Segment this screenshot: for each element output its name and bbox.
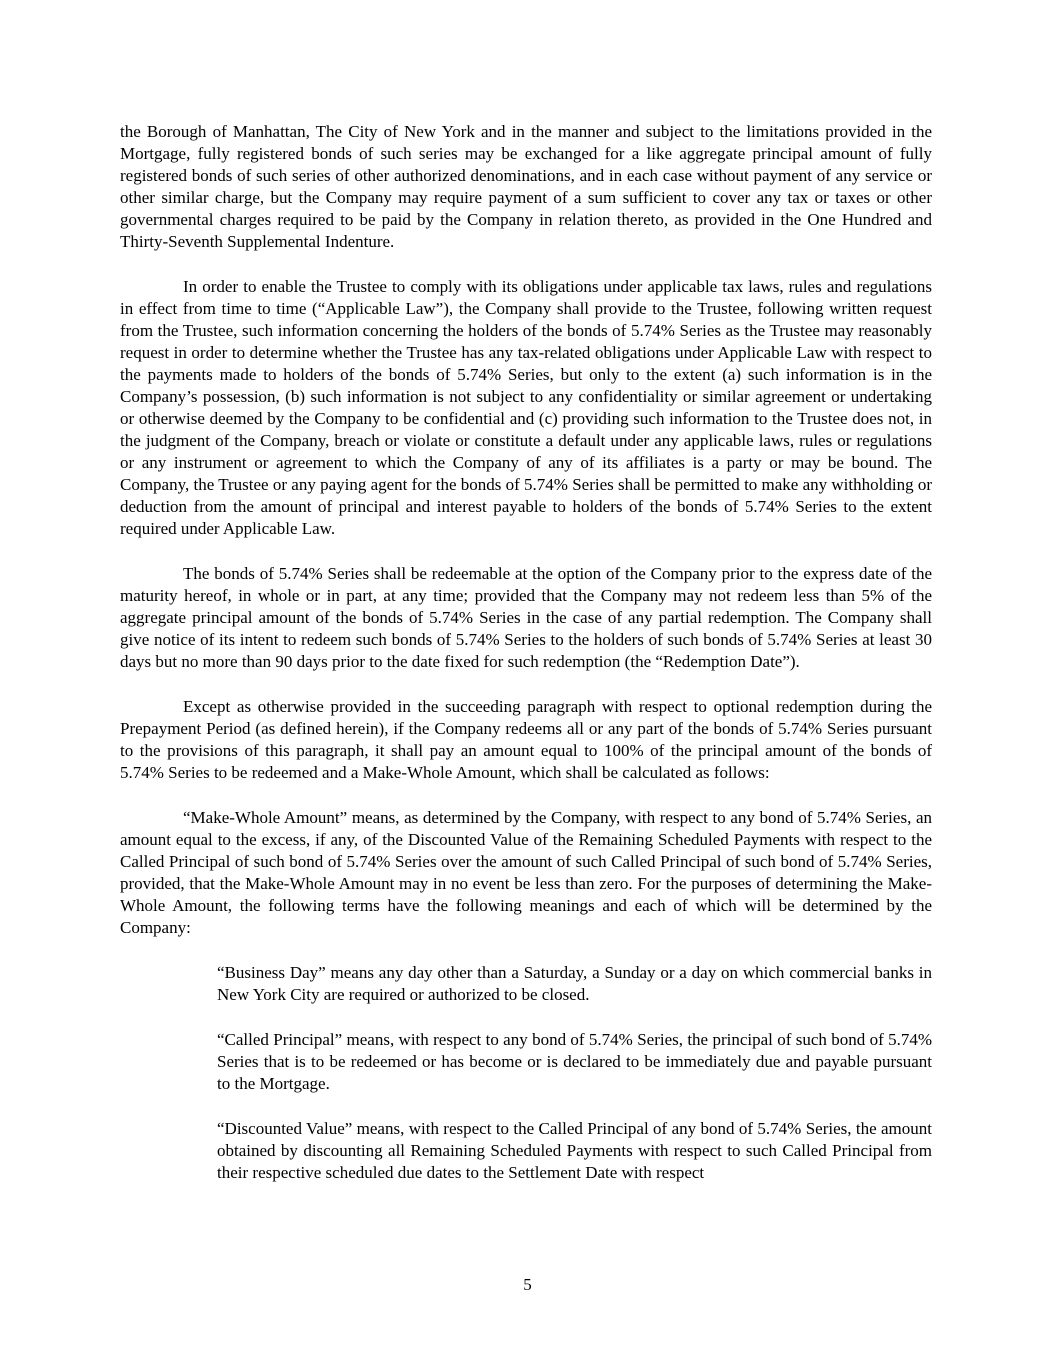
definition-business-day: “Business Day” means any day other than a Saturday, a Sunday or a day on which commercial banks in New York City are required or authorized to be closed. <box>217 963 932 1004</box>
definition-discounted-value: “Discounted Value” means, with respect to the Called Principal of any bond of 5.74% Series, the amount obtained by discounting all Remaining Scheduled Payments with respect to such Called Principal from their respective scheduled due dates to the Settlement Date with respect <box>217 1119 932 1182</box>
document-body <box>120 121 932 1184</box>
paragraph-make-whole-amount: “Make-Whole Amount” means, as determined by the Company, with respect to any bond of 5.74% Series, an amount equal to the excess, if any, of the Discounted Value of the Remaining Scheduled Payments with respect to the Called Principal of such bond of 5.74% Series over the amount of such Called Principal of such bond of 5.74% Series, provided, that the Make-Whole Amount may in no event be less than zero. For the purposes of determining the Make-Whole Amount, the following terms have the following meanings and each of which will be determined by the Company: <box>120 808 932 937</box>
paragraph-trustee-tax-obligations: In order to enable the Trustee to comply with its obligations under applicable tax laws, rules and regulations in effect from time to time (“Applicable Law”), the Company shall provide to the Trustee, following written request from the Trustee, such information concerning the holders of the bonds of 5.74% Series as the Trustee may reasonably request in order to determine whether the Trustee has any tax-related obligations under Applicable Law with respect to the payments made to holders of the bonds of 5.74% Series, but only to the extent (a) such information is in the Company’s possession, (b) such information is not subject to any confidentiality or similar agreement or undertaking or otherwise deemed by the Company to be confidential and (c) providing such information to the Trustee does not, in the judgment of the Company, breach or violate or constitute a default under any applicable laws, rules or regulations or any instrument or agreement to which the Company of any of its affiliates is a party or may be bound. The Company, the Trustee or any paying agent for the bonds of 5.74% Series shall be permitted to make any withholding or deduction from the amount of principal and interest payable to holders of the bonds of 5.74% Series to the extent required under Applicable Law. <box>120 277 932 538</box>
definition-called-principal: “Called Principal” means, with respect to any bond of 5.74% Series, the principal of such bond of 5.74% Series that is to be redeemed or has become or is declared to be immediately due and payable pursuant to the Mortgage. <box>217 1030 932 1093</box>
page-number: 5 <box>523 1275 532 1294</box>
paragraph-redemption-terms: The bonds of 5.74% Series shall be redeemable at the option of the Company prior to the express date of the maturity hereof, in whole or in part, at any time; provided that the Company may not redeem less than 5% of the aggregate principal amount of the bonds of 5.74% Series in the case of any partial redemption. The Company shall give notice of its intent to redeem such bonds of 5.74% Series to the holders of such bonds of 5.74% Series at least 30 days but no more than 90 days prior to the date fixed for such redemption (the “Redemption Date”). <box>120 564 932 671</box>
paragraph-optional-redemption: Except as otherwise provided in the succeeding paragraph with respect to optional redemption during the Prepayment Period (as defined herein), if the Company redeems all or any part of the bonds of 5.74% Series pursuant to the provisions of this paragraph, it shall pay an amount equal to 100% of the principal amount of the bonds of 5.74% Series to be redeemed and a Make-Whole Amount, which shall be calculated as follows: <box>120 697 932 782</box>
paragraph-continuation-exchange-of-bonds: the Borough of Manhattan, The City of New York and in the manner and subject to the limitations provided in the Mortgage, fully registered bonds of such series may be exchanged for a like aggregate principal amount of fully registered bonds of such series of other authorized denominations, and in each case without payment of any service or other similar charge, but the Company may require payment of a sum sufficient to cover any tax or taxes or other governmental charges required to be paid by the Company in relation thereto, as provided in the One Hundred and Thirty-Seventh Supplemental Indenture. <box>120 122 932 251</box>
